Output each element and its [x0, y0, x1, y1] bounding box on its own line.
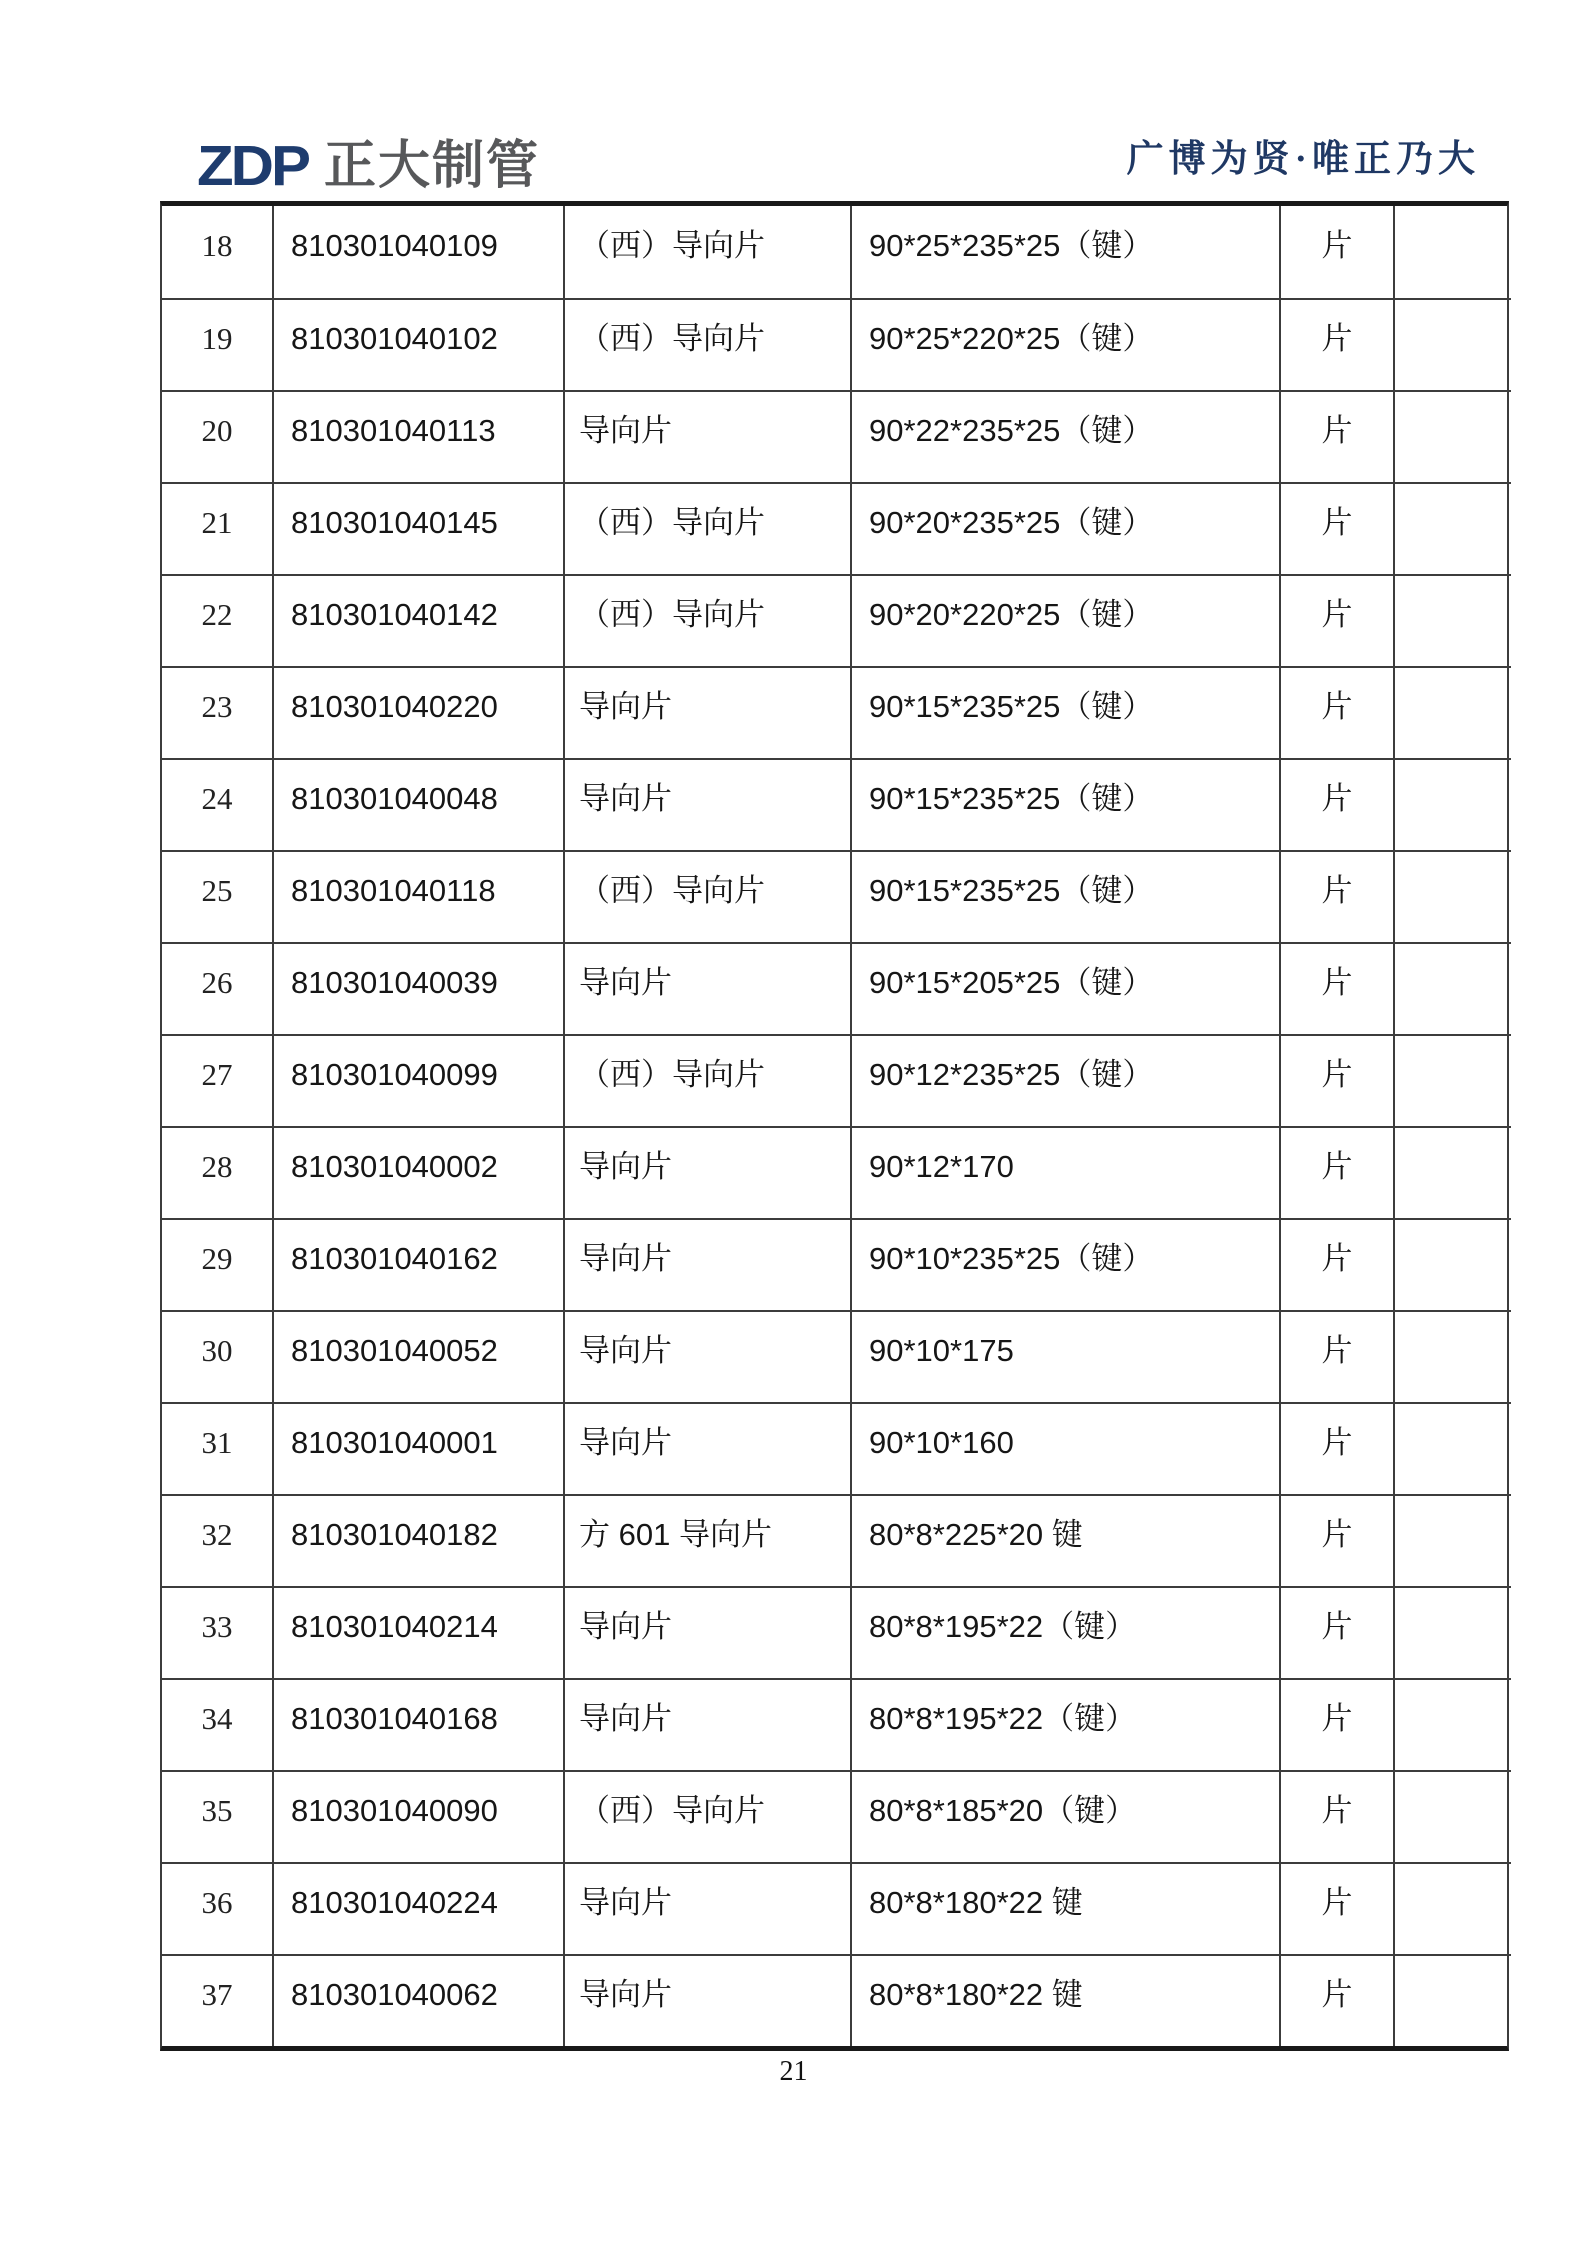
note-cell: [1393, 850, 1511, 942]
unit-cell: 片: [1279, 942, 1393, 1034]
unit-cell: 片: [1279, 1862, 1393, 1954]
note-cell: [1393, 758, 1511, 850]
spec-cell: 90*10*175: [850, 1310, 1279, 1402]
logo-company-name: 正大制管: [324, 137, 541, 195]
seq-cell: 19: [162, 298, 272, 390]
spec-cell: 90*25*235*25（键）: [850, 206, 1279, 298]
unit-cell: 片: [1279, 1402, 1393, 1494]
note-cell: [1393, 666, 1511, 758]
code-cell: 810301040113: [272, 390, 563, 482]
code-cell: 810301040109: [272, 206, 563, 298]
unit-cell: 片: [1279, 1218, 1393, 1310]
seq-cell: 21: [162, 482, 272, 574]
name-cell: 导向片: [563, 1586, 850, 1678]
name-cell: 导向片: [563, 942, 850, 1034]
seq-cell: 18: [201, 228, 233, 263]
code-cell: 810301040062: [272, 1954, 563, 2046]
unit-cell: 片: [1279, 1770, 1393, 1862]
code-cell: 810301040090: [272, 1770, 563, 1862]
note-cell: [1393, 1034, 1511, 1126]
seq-cell: 32: [162, 1494, 272, 1586]
name-cell: （西）导向片: [563, 1770, 850, 1862]
unit-cell: 片: [1279, 390, 1393, 482]
name-cell: 导向片: [563, 758, 850, 850]
unit-cell: 片: [1279, 666, 1393, 758]
seq-cell: 37: [162, 1954, 272, 2046]
code-cell: 810301040220: [272, 666, 563, 758]
name-cell: 导向片: [563, 666, 850, 758]
note-cell: [1393, 1678, 1511, 1770]
name-cell: （西）导向片: [563, 298, 850, 390]
seq-cell: 26: [162, 942, 272, 1034]
code-cell: 810301040102: [272, 298, 563, 390]
spec-cell: 90*12*170: [850, 1126, 1279, 1218]
note-cell: [1393, 482, 1511, 574]
spec-cell: 80*8*180*22 键: [850, 1954, 1279, 2046]
unit-cell: 片: [1279, 1954, 1393, 2046]
code-cell: 810301040162: [272, 1218, 563, 1310]
name-cell: （西）导向片: [563, 574, 850, 666]
name-cell: 导向片: [563, 1218, 850, 1310]
note-cell: [1393, 1494, 1511, 1586]
spec-cell: 90*20*220*25（键）: [850, 574, 1279, 666]
spec-cell: 80*8*185*20（键）: [850, 1770, 1279, 1862]
seq-cell: 24: [162, 758, 272, 850]
code-cell: 810301040048: [272, 758, 563, 850]
unit-cell: 片: [1279, 758, 1393, 850]
code-cell: 810301040099: [272, 1034, 563, 1126]
name-cell: （西）导向片: [563, 850, 850, 942]
note-cell: [1393, 1586, 1511, 1678]
name-cell: 导向片: [563, 1402, 850, 1494]
code-cell: 810301040052: [272, 1310, 563, 1402]
spec-cell: 90*15*235*25（键）: [850, 666, 1279, 758]
seq-cell: 28: [162, 1126, 272, 1218]
seq-cell: 31: [162, 1402, 272, 1494]
unit-cell: 片: [1279, 850, 1393, 942]
unit-cell: 片: [1279, 574, 1393, 666]
note-cell: [1393, 1218, 1511, 1310]
parts-table: [160, 201, 1509, 2051]
unit-cell: 片: [1279, 1586, 1393, 1678]
unit-cell: 片: [1279, 1310, 1393, 1402]
name-cell: 导向片: [563, 1310, 850, 1402]
note-cell: [1393, 574, 1511, 666]
name-cell: 导向片: [563, 390, 850, 482]
company-slogan: 广博为贤·唯正乃大: [1126, 139, 1480, 180]
seq-cell: 22: [162, 574, 272, 666]
name-cell: （西）导向片: [563, 1034, 850, 1126]
note-cell: [1393, 1310, 1511, 1402]
name-cell: 导向片: [563, 1954, 850, 2046]
code-cell: 810301040039: [272, 942, 563, 1034]
note-cell: [1393, 206, 1511, 298]
unit-cell: 片: [1279, 1494, 1393, 1586]
code-cell: 810301040145: [272, 482, 563, 574]
seq-cell: 30: [162, 1310, 272, 1402]
spec-cell: 80*8*195*22（键）: [850, 1678, 1279, 1770]
note-cell: [1393, 1862, 1511, 1954]
code-cell: 810301040168: [272, 1678, 563, 1770]
seq-cell: 20: [162, 390, 272, 482]
spec-cell: 80*8*180*22 键: [850, 1862, 1279, 1954]
note-cell: [1393, 1770, 1511, 1862]
seq-cell: 33: [162, 1586, 272, 1678]
note-cell: [1393, 1402, 1511, 1494]
spec-cell: 90*12*235*25（键）: [850, 1034, 1279, 1126]
logo-zdp-mark: ZDP: [197, 133, 308, 198]
page-header: [0, 0, 1587, 200]
seq-cell: 25: [162, 850, 272, 942]
seq-cell: 34: [162, 1678, 272, 1770]
company-logo: [197, 133, 541, 198]
spec-cell: 90*22*235*25（键）: [850, 390, 1279, 482]
name-cell: （西）导向片: [563, 206, 850, 298]
seq-cell: 23: [162, 666, 272, 758]
name-cell: 方 601 导向片: [563, 1494, 850, 1586]
code-cell: 810301040224: [272, 1862, 563, 1954]
spec-cell: 90*10*235*25（键）: [850, 1218, 1279, 1310]
unit-cell: 片: [1279, 1678, 1393, 1770]
seq-cell: 29: [162, 1218, 272, 1310]
name-cell: 导向片: [563, 1126, 850, 1218]
unit-cell: 片: [1279, 1126, 1393, 1218]
spec-cell: 90*15*205*25（键）: [850, 942, 1279, 1034]
spec-cell: 80*8*195*22（键）: [850, 1586, 1279, 1678]
unit-cell: 片: [1279, 206, 1393, 298]
note-cell: [1393, 298, 1511, 390]
code-cell: 810301040002: [272, 1126, 563, 1218]
name-cell: 导向片: [563, 1862, 850, 1954]
name-cell: 导向片: [563, 1678, 850, 1770]
spec-cell: 90*15*235*25（键）: [850, 850, 1279, 942]
note-cell: [1393, 942, 1511, 1034]
code-cell: 810301040142: [272, 574, 563, 666]
unit-cell: 片: [1279, 482, 1393, 574]
code-cell: 810301040118: [272, 850, 563, 942]
spec-cell: 90*10*160: [850, 1402, 1279, 1494]
code-cell: 810301040182: [272, 1494, 563, 1586]
seq-cell: 36: [162, 1862, 272, 1954]
note-cell: [1393, 1954, 1511, 2046]
unit-cell: 片: [1279, 1034, 1393, 1126]
unit-cell: 片: [1279, 298, 1393, 390]
spec-cell: 90*25*220*25（键）: [850, 298, 1279, 390]
page-number: 21: [779, 2056, 808, 2087]
spec-cell: 80*8*225*20 键: [850, 1494, 1279, 1586]
spec-cell: 90*20*235*25（键）: [850, 482, 1279, 574]
code-cell: 810301040001: [272, 1402, 563, 1494]
seq-cell: 35: [162, 1770, 272, 1862]
seq-cell: 27: [162, 1034, 272, 1126]
note-cell: [1393, 1126, 1511, 1218]
code-cell: 810301040214: [272, 1586, 563, 1678]
note-cell: [1393, 390, 1511, 482]
name-cell: （西）导向片: [563, 482, 850, 574]
spec-cell: 90*15*235*25（键）: [850, 758, 1279, 850]
